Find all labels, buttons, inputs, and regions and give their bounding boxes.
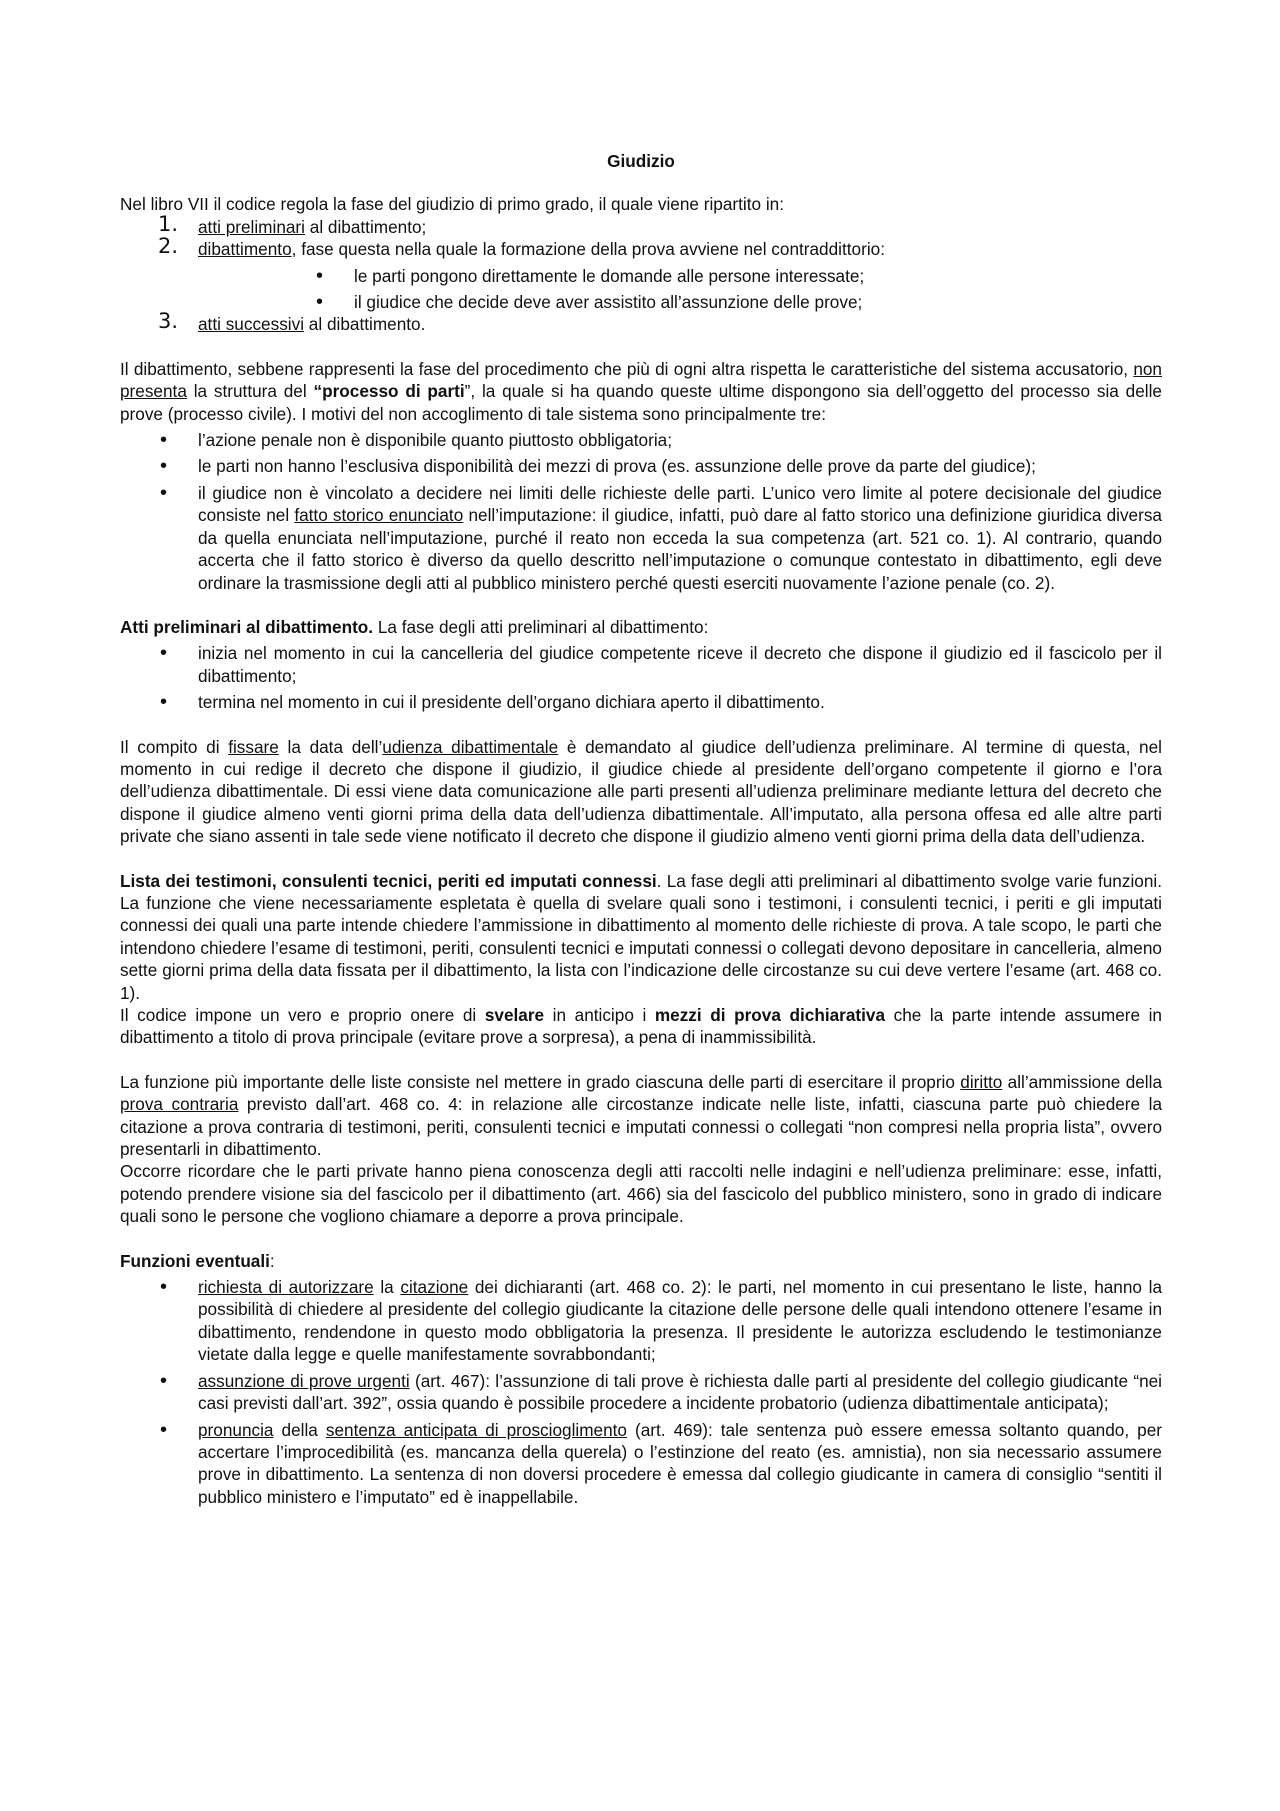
list-item: • assunzione di prove urgenti (art. 467): l’assunzione di tali prove è richiesta dalle parti al presidente del collegio giudicante “nei casi previsti dall’art. 392”, ossia quando è possibile procedere a incidente probatorio (udienza dibattimentale anticipata); bbox=[160, 1369, 1163, 1414]
bullet-icon: • bbox=[160, 642, 168, 665]
phase-term: dibattimento bbox=[198, 239, 292, 260]
phases-list bbox=[120, 211, 1162, 336]
list-item: • l’azione penale non è disponibile quanto piuttosto obbligatoria; bbox=[160, 429, 672, 452]
list-item: • richiesta di autorizzare la citazione dei dichiaranti (art. 468 co. 2): le parti, nel momento in cui presentano le liste, hanno la possibilità di chiedere al presidente del collegio giudicante la citazione delle persone delle quali intendono ottenere l’esame in dibattimento, rendendone in questo modo obbligatoria la presenza. Il presidente le autorizza escludendo le testimonianze vietate dalla legge e quelle manifestamente sovrabbondanti; bbox=[160, 1276, 1163, 1365]
phase-text: al dibattimento. bbox=[304, 314, 426, 335]
phase-item bbox=[120, 211, 1162, 238]
phase-text: , fase questa nella quale la formazione della prova avviene nel contraddittorio: bbox=[291, 239, 885, 260]
funzione-paragraph: La funzione più importante delle liste consiste nel mettere in grado ciascuna delle parti di esercitare il proprio diritto all’ammissione della prova contraria previsto dall’art. 468 co. 4: in relazione alle circostanze indicate nelle liste, infatti, ciascuna parte può chiedere la citazione a prova contraria di testimoni, periti, consulenti tecnici e imputati connessi o collegati “non compresi nella propria lista”, ovvero presentarli in dibattimento. bbox=[120, 1071, 1163, 1160]
list-item: • inizia nel momento in cui la cancelleria del giudice competente riceve il decreto che dispone il giudizio ed il fascicolo per il dibattimento; bbox=[160, 642, 1162, 686]
list-item: • le parti pongono direttamente le domande alle persone interessate; bbox=[316, 264, 865, 287]
dibattimento-paragraph: Il dibattimento, sebbene rappresenti la fase del procedimento che più di ogni altra rispetta le caratteristiche del sistema accusatorio, non presenta la struttura del “processo di parti”, la quale si ha quando queste ultime dispongono sia dell’oggetto del processo sia delle prove (processo civile). I motivi del non accoglimento di tale sistema sono principalmente tre: bbox=[120, 358, 1162, 424]
bullet-icon: • bbox=[160, 455, 168, 478]
list-item: • le parti non hanno l’esclusiva disponibilità dei mezzi di prova (es. assunzione delle prove da parte del giudice); bbox=[160, 455, 1036, 478]
document-title: Giudizio bbox=[607, 151, 675, 171]
list-number: 3. bbox=[158, 309, 179, 334]
bullet-icon: • bbox=[160, 1276, 168, 1299]
bullet-icon: • bbox=[160, 481, 168, 504]
intro-paragraph: Nel libro VII il codice regola la fase del giudizio di primo grado, il quale viene ripartito in: bbox=[120, 194, 784, 215]
eventuali-paragraph: Funzioni eventuali: bbox=[120, 1250, 275, 1271]
list-item: • termina nel momento in cui il presidente dell’organo dichiara aperto il dibattimento. bbox=[160, 691, 825, 714]
document-page bbox=[120, 150, 1162, 1508]
list-item: • pronuncia della sentenza anticipata di proscioglimento (art. 469): tale sentenza può essere emessa soltanto quando, per accertare l’improcedibilità (es. mancanza della querela) o l’estinzione del reato (es. amnistia), non sia necessario assumere prove in dibattimento. La sentenza di non doversi procedere è emessa dal collegio giudicante in camera di consiglio “sentiti il pubblico ministero e l’imputato” ed è inappellabile. bbox=[160, 1418, 1162, 1507]
bullet-icon: • bbox=[160, 1369, 168, 1392]
phase-text: al dibattimento; bbox=[304, 216, 427, 237]
list-item: • il giudice non è vincolato a decidere nei limiti delle richieste delle parti. L’unico vero limite al potere decisionale del giudice consiste nel fatto storico enunciato nell’imputazione: il giudice, infatti, può dare al fatto storico una definizione giuridica diversa da quella enunciata nell’imputazione, purché il reato non ecceda la sua competenza (art. 521 co. 1). Al contrario, quando accerta che il fatto storico è diverso da quello descritto nell’imputazione o comunque contestato in dibattimento, egli deve ordinare la trasmissione degli atti al pubblico ministero perché questi eserciti nuovamente l’azione penale (co. 2). bbox=[160, 481, 1162, 593]
lista-paragraph: Lista dei testimoni, consulenti tecnici, periti ed imputati connessi. La fase degli atti preliminari al dibattimento svolge varie funzioni. La funzione che viene necessariamente espletata è quella di svelare quali sono i testimoni, i consulenti tecnici, i periti e gli imputati connessi dei quali una parte intende chiedere l’ammissione in dibattimento al momento delle richieste di prova. A tale scopo, le parti che intendono chiedere l’esame di testimoni, periti, consulenti tecnici e imputati connessi o collegati devono depositare in cancelleria, almeno sette giorni prima della data fissata per il dibattimento, la lista con l’indicazione delle circostanze su cui deve vertere l’esame (art. 468 co. 1). bbox=[120, 870, 1162, 1003]
phase-sublist bbox=[198, 265, 1162, 314]
bullet-icon: • bbox=[316, 264, 324, 287]
list-number: 2. bbox=[158, 234, 179, 259]
onere-paragraph: Il codice impone un vero e proprio onere di svelare in anticipo i mezzi di prova dichiarativa che la parte intende assumere in dibattimento a titolo di prova principale (evitare prove a sorpresa), a pena di inammissibilità. bbox=[120, 1005, 1162, 1048]
bullet-icon: • bbox=[160, 1418, 168, 1441]
bullet-icon: • bbox=[160, 691, 168, 714]
phase-term: atti successivi bbox=[198, 314, 305, 335]
bullet-icon: • bbox=[316, 291, 324, 314]
section-heading: Funzioni eventuali bbox=[120, 1250, 270, 1271]
list-item: • il giudice che decide deve aver assistito all’assunzione delle prove; bbox=[316, 291, 863, 314]
prelim-paragraph: Atti preliminari al dibattimento. La fase degli atti preliminari al dibattimento: bbox=[120, 616, 709, 637]
section-heading: Lista dei testimoni, consulenti tecnici, periti ed imputati connessi bbox=[120, 870, 657, 891]
reasons-list bbox=[120, 429, 1162, 594]
udienza-paragraph: Il compito di fissare la data dell’udienza dibattimentale è demandato al giudice dell’udienza preliminare. Al termine di questa, nel momento in cui redige il decreto che dispone il giudizio, il giudice chiede al presidente dell’organo competente il giorno e l’ora dell’udienza dibattimentale. Di essi viene data comunicazione alle parti presenti all’udienza preliminare mediante lettura del decreto che dispone il giudice almeno venti giorni prima della data dell’udienza dibattimentale. All’imputato, alla persona offesa ed alle altre parti private che siano assenti in tale sede viene notificato il decreto che dispone il giudizio almeno venti giorni prima della data dell’udienza. bbox=[120, 736, 1162, 847]
phase-item bbox=[120, 309, 1162, 335]
occorre-paragraph: Occorre ricordare che le parti private hanno piena conoscenza degli atti raccolti nelle indagini e nell’udienza preliminare: esse, infatti, potendo prendere visione sia del fascicolo per il dibattimento (art. 466) sia del fascicolo del pubblico ministero, sono in grado di indicare quali sono le persone che vogliono chiamare a deporre a prova principale. bbox=[120, 1161, 1162, 1227]
eventuali-list bbox=[120, 1276, 1162, 1508]
bullet-icon: • bbox=[160, 429, 168, 452]
prelim-list bbox=[120, 642, 1162, 713]
phase-item bbox=[120, 234, 1162, 314]
phase-term: atti preliminari bbox=[198, 216, 305, 237]
list-number: 1. bbox=[158, 211, 179, 236]
section-heading: Atti preliminari al dibattimento. bbox=[120, 616, 374, 637]
